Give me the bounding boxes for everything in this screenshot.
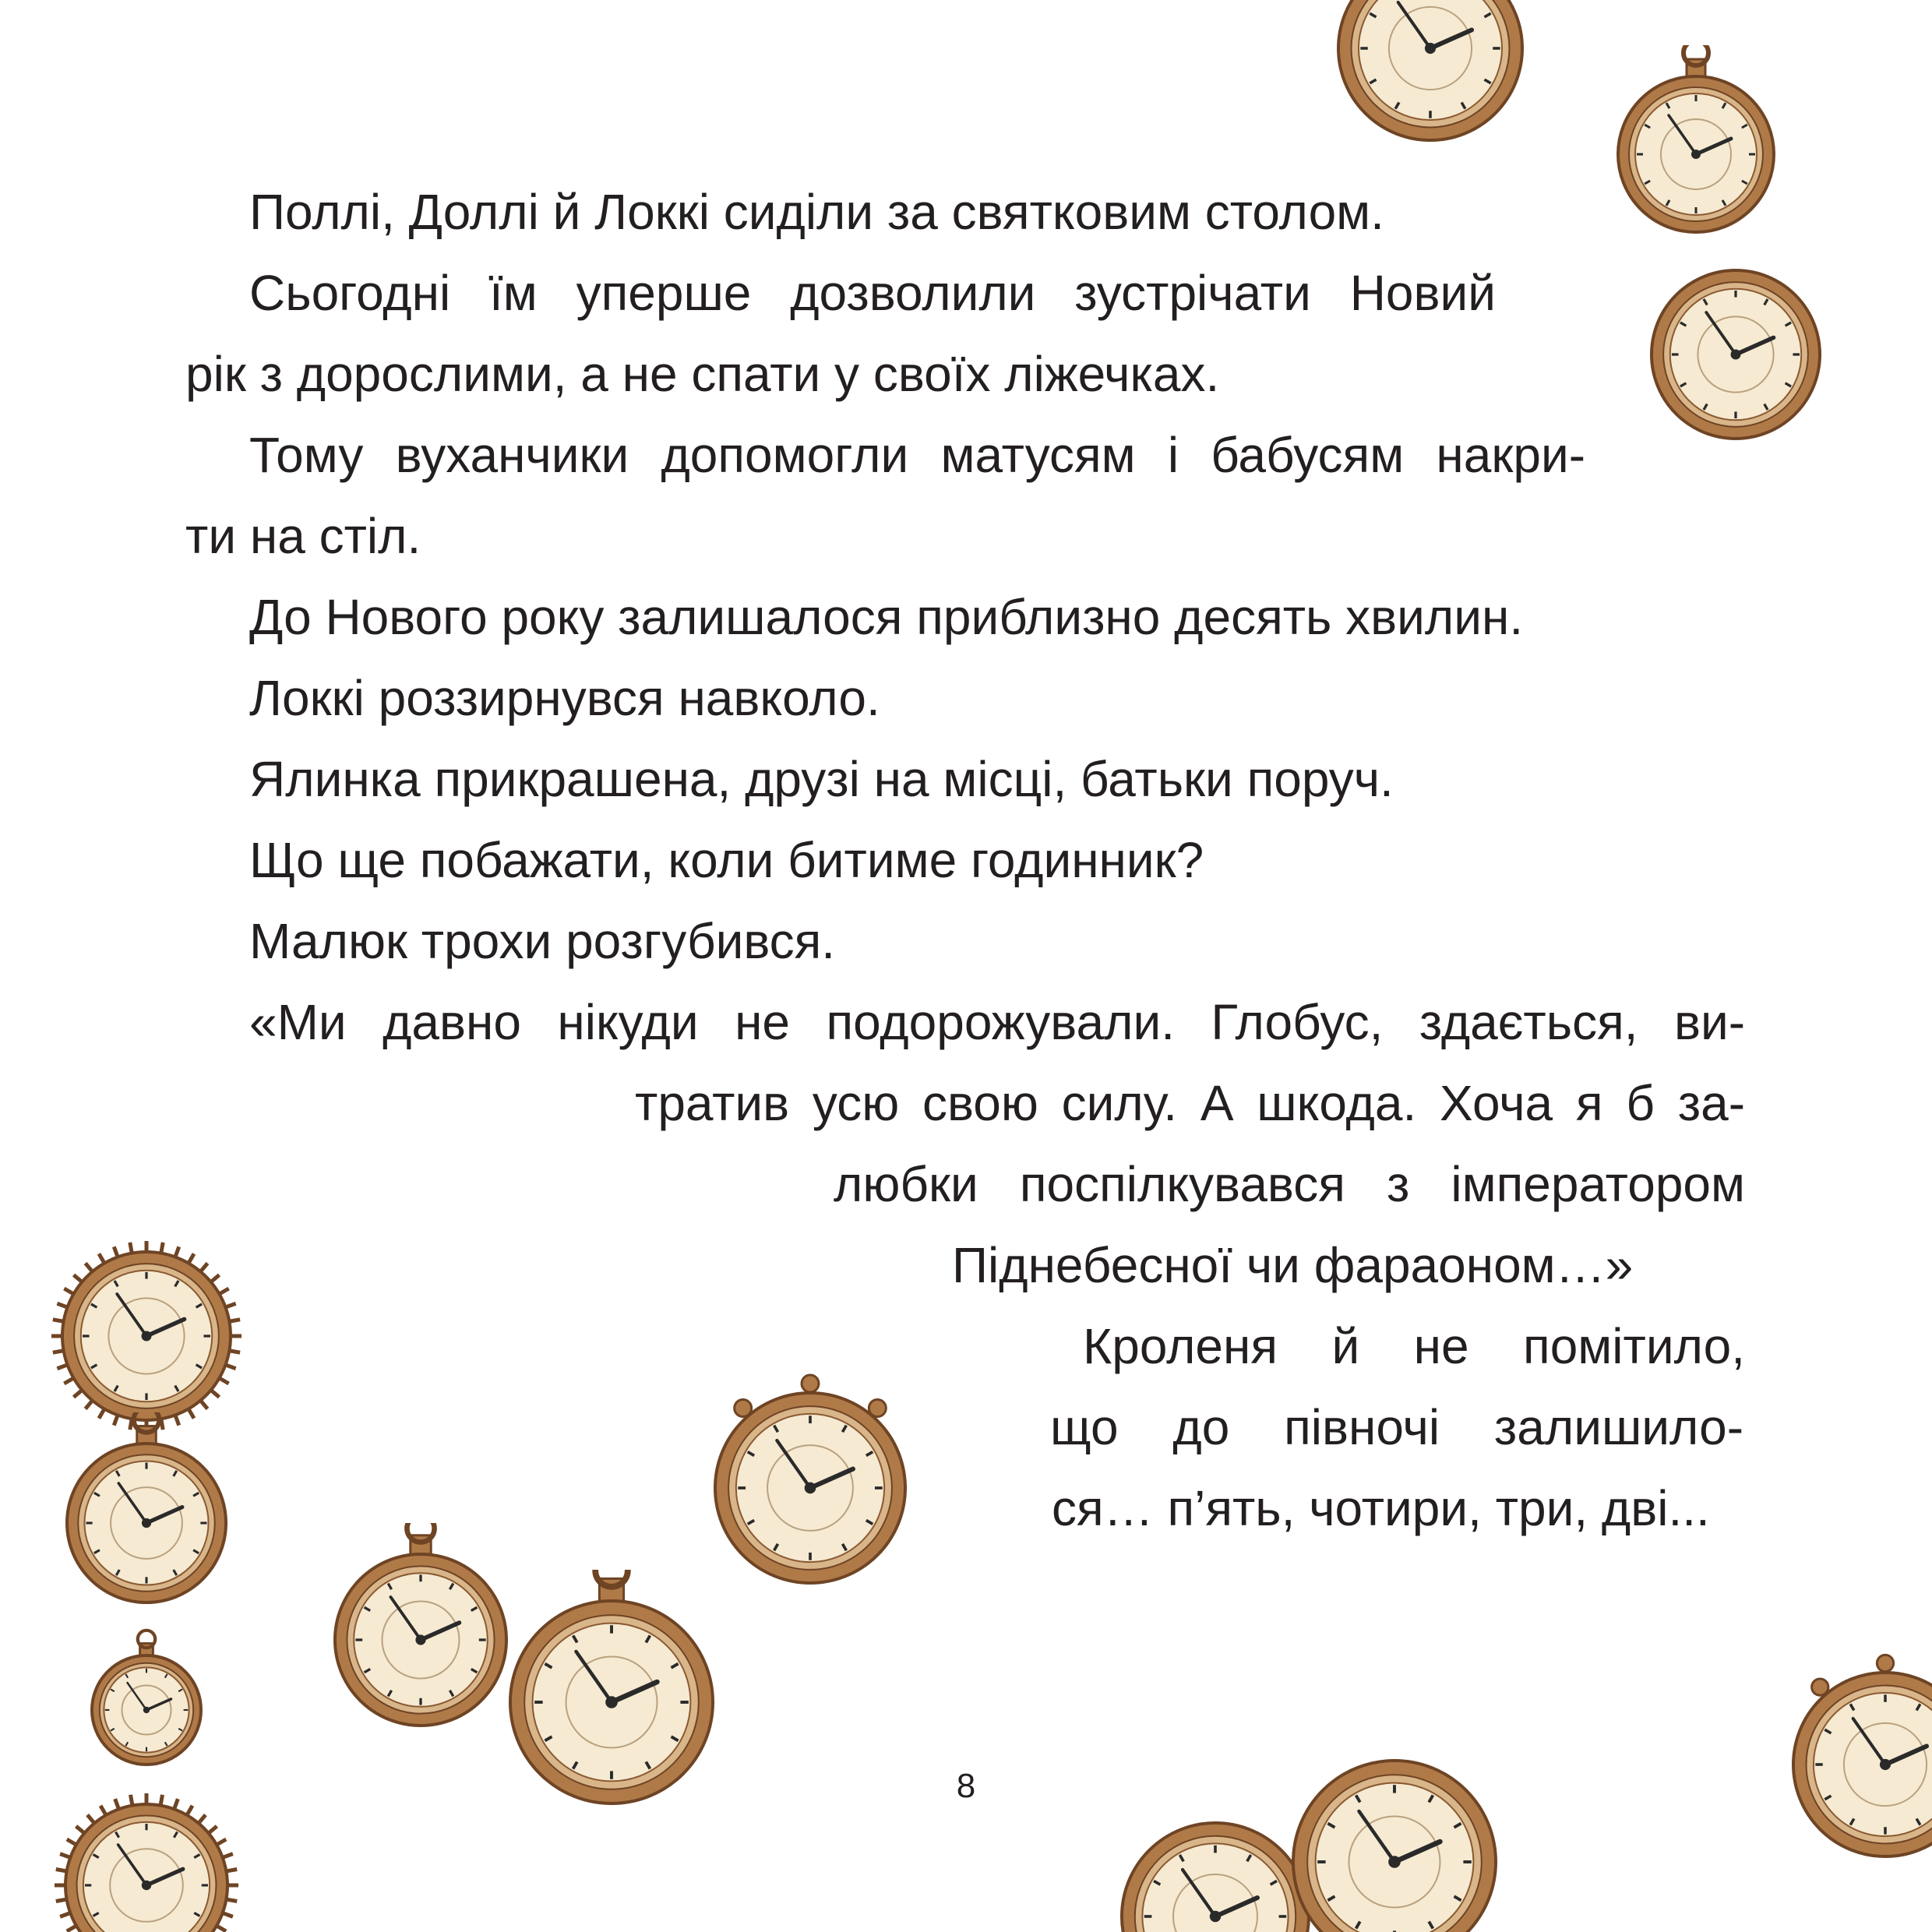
- pocket-watch-icon: [1307, 0, 1553, 171]
- text-line: Локкі роззирнувся навколо.: [249, 670, 880, 726]
- pocket-watch-icon: [1262, 1729, 1527, 1932]
- text-line: ти на стіл.: [185, 508, 421, 564]
- text-line: Піднебесної чи фараоном…»: [952, 1237, 1634, 1293]
- text-line: ся… п’ять, чотири, три, дві...: [1052, 1480, 1710, 1536]
- text-line: любки поспілкувався з імператором: [834, 1156, 1745, 1212]
- text-line: Ялинка прикрашена, друзі на місці, батьки поруч.: [249, 751, 1394, 807]
- pocket-watch-icon: [684, 1362, 936, 1614]
- text-line: До Нового року залишалося приблизно десять хвилин.: [249, 589, 1524, 645]
- text-line: що до півночі залишило-: [1050, 1399, 1743, 1455]
- pocket-watch-icon: [36, 1412, 257, 1634]
- text-line: Малюк трохи розгубився.: [249, 913, 836, 969]
- pocket-watch-icon: [1587, 45, 1805, 263]
- text-line: «Ми давно нікуди не подорожували. Глобус, здається, ви-: [249, 994, 1745, 1050]
- text-line: Кроленя й не помітило,: [1083, 1318, 1745, 1374]
- text-line: Тому вуханчики допомогли матусям і бабусям накри-: [249, 427, 1585, 483]
- text-line: Що ще побажати, коли битиме годинник?: [249, 832, 1204, 888]
- page-number: 8: [956, 1767, 976, 1805]
- text-line: рік з дорослими, а не спати у своїх ліжечках.: [185, 346, 1220, 402]
- pocket-watch-icon: [34, 1773, 259, 1932]
- pocket-watch-icon: [1620, 239, 1851, 470]
- text-line: тратив усю свою силу. А шкода. Хоча я б за-: [635, 1075, 1745, 1131]
- pocket-watch-icon: [1762, 1641, 1932, 1888]
- text-line: Поллі, Доллі й Локкі сиділи за святковим столом.: [249, 184, 1384, 240]
- pocket-watch-icon: [61, 1624, 232, 1796]
- text-line: Сьогодні їм уперше дозволили зустрічати Новий: [249, 265, 1496, 321]
